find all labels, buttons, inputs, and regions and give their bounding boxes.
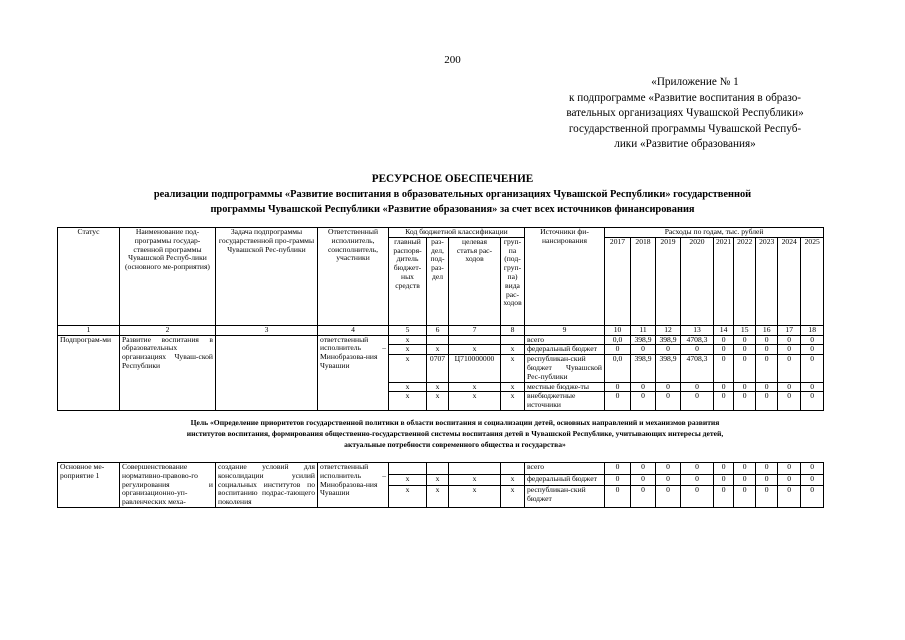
- year-header: 2021: [714, 237, 734, 325]
- target-article-cell: x: [449, 382, 501, 392]
- source-cell: республикан-ский бюджет Чувашской Рес-публики: [525, 355, 605, 382]
- value-cell: 0: [631, 474, 656, 486]
- header-expenses: Расходы по годам, тыс. рублей: [605, 228, 824, 238]
- value-cell: 0: [734, 474, 756, 486]
- value-cell: 0: [656, 474, 681, 486]
- value-cell: 0: [756, 486, 778, 508]
- value-cell: 0: [714, 486, 734, 508]
- header-target-article: целевая статья рас-ходов: [449, 237, 501, 325]
- value-cell: 0: [734, 355, 756, 382]
- value-cell: 0: [631, 345, 656, 355]
- value-cell: 0: [681, 382, 714, 392]
- column-number: 1: [58, 325, 120, 335]
- value-cell: 0,0: [605, 355, 631, 382]
- value-cell: 0: [681, 486, 714, 508]
- year-header: 2020: [681, 237, 714, 325]
- column-number: 7: [449, 325, 501, 335]
- section-cell: 0707: [427, 355, 449, 382]
- goal-line: актуальные потребности современного общества и государства»: [344, 439, 566, 449]
- value-cell: 0: [656, 486, 681, 508]
- section-cell: x: [427, 382, 449, 392]
- value-cell: 0: [656, 462, 681, 474]
- value-cell: 4708,3: [681, 335, 714, 345]
- value-cell: 0: [605, 462, 631, 474]
- value-cell: 0,0: [605, 335, 631, 345]
- page-number: 200: [444, 54, 461, 66]
- column-number: 17: [778, 325, 801, 335]
- grbs-cell: x: [389, 486, 427, 508]
- column-number: 18: [801, 325, 824, 335]
- appendix-line: государственной программы Чувашской Респуб-: [568, 122, 802, 135]
- year-header: 2025: [801, 237, 824, 325]
- year-header: 2018: [631, 237, 656, 325]
- value-cell: 0: [734, 462, 756, 474]
- value-cell: 0: [801, 382, 824, 392]
- column-number: 15: [734, 325, 756, 335]
- column-number: 5: [389, 325, 427, 335]
- value-cell: 0: [778, 474, 801, 486]
- target-article-cell: x: [449, 345, 501, 355]
- column-number: 2: [120, 325, 216, 335]
- measure-name: Совершенствование нормативно-правово-го регулирования и организационно-уп-равленческих меха-: [120, 462, 216, 507]
- value-cell: 0: [734, 382, 756, 392]
- section-cell: x: [427, 345, 449, 355]
- value-cell: 398,9: [631, 355, 656, 382]
- year-header: 2023: [756, 237, 778, 325]
- value-cell: 0: [756, 335, 778, 345]
- grbs-cell: x: [389, 345, 427, 355]
- header-task: Задача подпрограммы государственной про-граммы Чувашской Рес-публики: [216, 228, 318, 326]
- expense-group-cell: x: [501, 474, 525, 486]
- section-cell: x: [427, 474, 449, 486]
- expense-group-cell: x: [501, 355, 525, 382]
- expense-group-cell: x: [501, 382, 525, 392]
- section-cell: x: [427, 486, 449, 508]
- title-line: РЕСУРСНОЕ ОБЕСПЕЧЕНИЕ: [371, 173, 534, 185]
- measure-status: Основное ме-роприятие 1: [58, 462, 120, 507]
- header-section: раз-дел, под-раз-дел: [427, 237, 449, 325]
- header-expense-group: груп-па (под-груп-па) вида рас-ходов: [501, 237, 525, 325]
- appendix-line: вательных организациях Чувашской Республики»: [566, 107, 804, 119]
- header-budget-code: Код бюджетной классификации: [389, 228, 525, 238]
- year-header: 2024: [778, 237, 801, 325]
- year-header: 2022: [734, 237, 756, 325]
- source-cell: местные бюдже-ты: [525, 382, 605, 392]
- column-number: 3: [216, 325, 318, 335]
- value-cell: 0: [801, 345, 824, 355]
- column-number: 14: [714, 325, 734, 335]
- target-article-cell: x: [449, 486, 501, 508]
- value-cell: 0: [801, 462, 824, 474]
- value-cell: 0: [714, 335, 734, 345]
- source-cell: всего: [525, 462, 605, 474]
- expense-group-cell: [501, 462, 525, 474]
- header-row: [58, 228, 824, 238]
- value-cell: 0: [756, 382, 778, 392]
- target-article-cell: x: [449, 392, 501, 411]
- value-cell: 0: [714, 382, 734, 392]
- value-cell: 0: [631, 486, 656, 508]
- value-cell: 0: [778, 486, 801, 508]
- grbs-cell: x: [389, 355, 427, 382]
- value-cell: 0: [656, 345, 681, 355]
- measure-responsible: ответственный исполнитель – Минобразова-ния Чувашии: [318, 462, 389, 507]
- value-cell: 0: [778, 392, 801, 411]
- column-number: 12: [656, 325, 681, 335]
- grbs-cell: x: [389, 392, 427, 411]
- subprogram-responsible: ответственный исполнитель – Минобразова-ния Чувашии: [318, 335, 389, 410]
- target-article-cell: x: [449, 474, 501, 486]
- table-row: [58, 462, 824, 474]
- column-number: 4: [318, 325, 389, 335]
- value-cell: 0: [756, 462, 778, 474]
- table-row: [58, 335, 824, 345]
- value-cell: 0: [801, 392, 824, 411]
- value-cell: 4708,3: [681, 355, 714, 382]
- value-cell: 0: [681, 345, 714, 355]
- value-cell: 0: [801, 355, 824, 382]
- header-responsible: Ответственный исполнитель, соисполнитель, участники: [318, 228, 389, 326]
- value-cell: 398,9: [656, 355, 681, 382]
- value-cell: 0: [656, 382, 681, 392]
- header-name: Наименование под-программы государ-ственной программы Чувашской Респуб-лики (основного ме-роприятия): [120, 228, 216, 326]
- appendix-heading: [520, 75, 850, 153]
- goal-text: [60, 418, 850, 450]
- column-number-row: [58, 325, 824, 335]
- measure-task: создание условий для консолидации усилий социальных институтов по воспитанию подрас-тающего поколения: [216, 462, 318, 507]
- grbs-cell: [389, 462, 427, 474]
- expense-group-cell: x: [501, 345, 525, 355]
- value-cell: 0: [778, 345, 801, 355]
- source-cell: федеральный бюджет: [525, 345, 605, 355]
- target-article-cell: [449, 462, 501, 474]
- value-cell: 0: [734, 345, 756, 355]
- expense-group-cell: x: [501, 392, 525, 411]
- resource-table: [57, 227, 824, 508]
- value-cell: 0: [756, 345, 778, 355]
- value-cell: 0: [734, 335, 756, 345]
- column-number: 6: [427, 325, 449, 335]
- value-cell: 0: [605, 392, 631, 411]
- value-cell: 0: [778, 355, 801, 382]
- value-cell: 0: [778, 335, 801, 345]
- subprogram-status: Подпрограм-ми: [58, 335, 120, 410]
- value-cell: 0: [605, 382, 631, 392]
- grbs-cell: x: [389, 474, 427, 486]
- title-line: реализации подпрограммы «Развитие воспитания в образовательных организациях Чувашской Республики» государственной: [153, 189, 752, 200]
- source-cell: федеральный бюджет: [525, 474, 605, 486]
- year-header: 2017: [605, 237, 631, 325]
- value-cell: 0: [631, 392, 656, 411]
- section-cell: [427, 335, 449, 345]
- header-sources: Источники фи-нансирования: [525, 228, 605, 326]
- value-cell: 0: [734, 392, 756, 411]
- value-cell: 0: [756, 474, 778, 486]
- value-cell: 0: [681, 474, 714, 486]
- value-cell: 0: [714, 474, 734, 486]
- value-cell: 398,9: [631, 335, 656, 345]
- value-cell: 0: [631, 462, 656, 474]
- value-cell: 0: [778, 382, 801, 392]
- value-cell: 0: [714, 345, 734, 355]
- column-number: 16: [756, 325, 778, 335]
- target-article-cell: [449, 335, 501, 345]
- column-number: 9: [525, 325, 605, 335]
- value-cell: 0: [714, 355, 734, 382]
- section-cell: [427, 462, 449, 474]
- document-title: [0, 172, 905, 217]
- grbs-cell: x: [389, 382, 427, 392]
- title-line: программы Чувашской Республики «Развитие образования» за счет всех источников финансирования: [210, 204, 695, 215]
- value-cell: 0: [756, 392, 778, 411]
- expense-group-cell: [501, 335, 525, 345]
- value-cell: 0: [778, 462, 801, 474]
- value-cell: 0: [756, 355, 778, 382]
- source-cell: внебюджетные источники: [525, 392, 605, 411]
- source-cell: республикан-ский бюджет: [525, 486, 605, 508]
- value-cell: 0: [605, 486, 631, 508]
- goal-line: институтов воспитания, формирования общественно-государственной системы воспитания детей в Чувашской Республике, учитывающих интересы детей,: [186, 429, 724, 439]
- target-article-cell: Ц710000000: [449, 355, 501, 382]
- value-cell: 0: [714, 462, 734, 474]
- column-number: 10: [605, 325, 631, 335]
- appendix-line: к подпрограмме «Развитие воспитания в образо-: [568, 91, 802, 104]
- subprogram-task: [216, 335, 318, 410]
- column-number: 13: [681, 325, 714, 335]
- expense-group-cell: x: [501, 486, 525, 508]
- value-cell: 0: [631, 382, 656, 392]
- value-cell: 398,9: [656, 335, 681, 345]
- value-cell: 0: [681, 462, 714, 474]
- value-cell: 0: [801, 486, 824, 508]
- value-cell: 0: [801, 474, 824, 486]
- column-number: 11: [631, 325, 656, 335]
- value-cell: 0: [801, 335, 824, 345]
- column-number: 8: [501, 325, 525, 335]
- source-cell: всего: [525, 335, 605, 345]
- appendix-line: «Приложение № 1: [651, 76, 739, 88]
- year-header: 2019: [656, 237, 681, 325]
- value-cell: 0: [714, 392, 734, 411]
- header-grbs: главный распоря-дитель бюджет-ных средств: [389, 237, 427, 325]
- value-cell: 0: [734, 486, 756, 508]
- goal-line: Цель «Определение приоритетов государственной политики в области воспитания и социализации детей, основных направлений и механизмов развития: [190, 418, 720, 428]
- value-cell: 0: [681, 392, 714, 411]
- appendix-line: лики «Развитие образования»: [614, 138, 756, 150]
- header-status: Статус: [58, 228, 120, 326]
- subprogram-name: Развитие воспитания в образовательных организациях Чуваш-ской Республики: [120, 335, 216, 410]
- value-cell: 0: [656, 392, 681, 411]
- section-cell: x: [427, 392, 449, 411]
- grbs-cell: x: [389, 335, 427, 345]
- value-cell: 0: [605, 345, 631, 355]
- value-cell: 0: [605, 474, 631, 486]
